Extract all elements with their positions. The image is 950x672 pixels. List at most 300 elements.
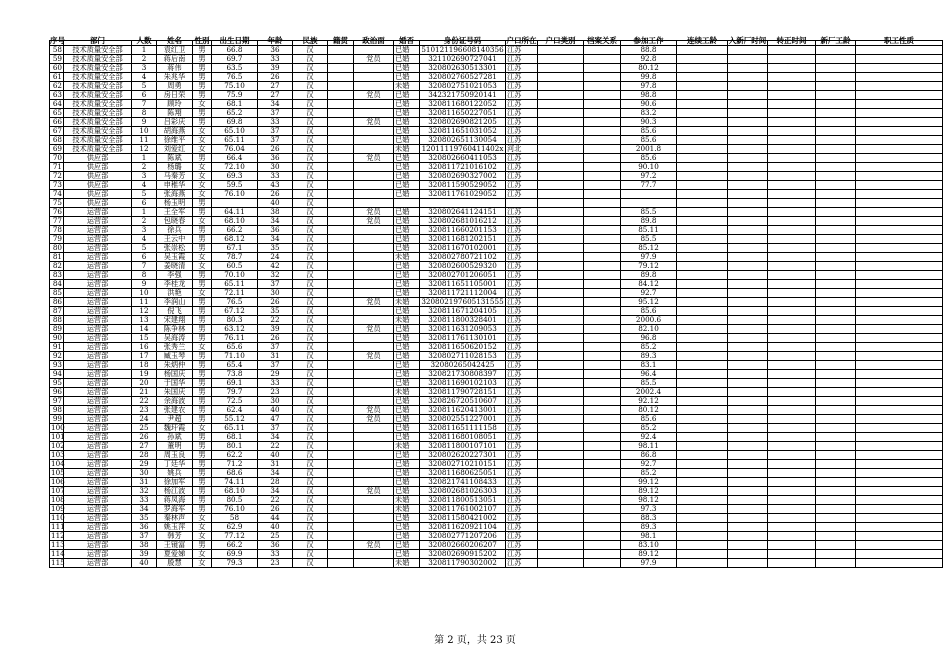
cell-name: 李强 xyxy=(157,271,193,280)
cell-birth: 63.12 xyxy=(212,325,258,334)
cell-age: 28 xyxy=(258,478,293,487)
cell-sex: 女 xyxy=(193,253,212,262)
cell-marriage: 已婚 xyxy=(394,541,420,550)
cell-entry xyxy=(728,109,768,118)
cell-serv xyxy=(677,343,728,352)
cell-dept: 供应部 xyxy=(64,163,132,172)
cell-marriage: 已婚 xyxy=(394,343,420,352)
cell-hukou: 江苏 xyxy=(506,280,538,289)
cell-sex: 女 xyxy=(193,532,212,541)
cell-worktime: 97.9 xyxy=(621,253,677,262)
cell-dept: 运营部 xyxy=(64,244,132,253)
cell-hukoutype xyxy=(538,100,584,109)
cell-num: 23 xyxy=(132,406,157,415)
cell-age: 37 xyxy=(258,280,293,289)
cell-num: 38 xyxy=(132,541,157,550)
cell-archive xyxy=(584,253,621,262)
cell-dept: 技术质量安全部 xyxy=(64,100,132,109)
cell-archive xyxy=(584,424,621,433)
cell-age: 26 xyxy=(258,334,293,343)
cell-dept: 运营部 xyxy=(64,316,132,325)
cell-political: 党员 xyxy=(354,55,394,64)
cell-sex: 男 xyxy=(193,397,212,406)
cell-hukoutype xyxy=(538,235,584,244)
cell-marriage: 未婚 xyxy=(394,82,420,91)
cell-native xyxy=(328,253,354,262)
cell-native xyxy=(328,217,354,226)
cell-political xyxy=(354,172,394,181)
cell-newage xyxy=(816,550,856,559)
cell-sex: 女 xyxy=(193,262,212,271)
cell-marriage: 已婚 xyxy=(394,460,420,469)
cell-serv xyxy=(677,91,728,100)
cell-transfer xyxy=(768,235,816,244)
cell-native xyxy=(328,334,354,343)
cell-entry xyxy=(728,163,768,172)
cell-seq: 74 xyxy=(50,190,64,199)
cell-serv xyxy=(677,523,728,532)
column-header-label: 籍贯 xyxy=(333,36,348,45)
cell-ethnic: 汉 xyxy=(293,82,328,91)
cell-hukoutype xyxy=(538,316,584,325)
cell-entry xyxy=(728,181,768,190)
cell-worktime: 85.12 xyxy=(621,244,677,253)
cell-dept: 运营部 xyxy=(64,541,132,550)
cell-native xyxy=(328,460,354,469)
cell-seq: 70 xyxy=(50,154,64,163)
cell-hukoutype xyxy=(538,46,584,55)
cell-serv xyxy=(677,298,728,307)
cell-seq: 71 xyxy=(50,163,64,172)
cell-birth: 79.7 xyxy=(212,388,258,397)
cell-native xyxy=(328,406,354,415)
cell-birth: 76.5 xyxy=(212,298,258,307)
cell-transfer xyxy=(768,55,816,64)
cell-dept: 运营部 xyxy=(64,343,132,352)
cell-ethnic: 汉 xyxy=(293,298,328,307)
cell-idno: 320811761130101 xyxy=(420,334,506,343)
cell-title xyxy=(856,172,943,181)
cell-serv xyxy=(677,334,728,343)
cell-serv xyxy=(677,415,728,424)
cell-name: 于国华 xyxy=(157,379,193,388)
cell-political xyxy=(354,370,394,379)
cell-worktime: 85.6 xyxy=(621,307,677,316)
cell-worktime: 83.2 xyxy=(621,109,677,118)
cell-num: 8 xyxy=(132,271,157,280)
cell-name: 李润山 xyxy=(157,298,193,307)
cell-serv xyxy=(677,199,728,208)
cell-title xyxy=(856,298,943,307)
cell-seq: 95 xyxy=(50,379,64,388)
cell-birth: 67.12 xyxy=(212,307,258,316)
cell-worktime: 90.10 xyxy=(621,163,677,172)
cell-birth: 73.8 xyxy=(212,370,258,379)
cell-name: 蒋伟 xyxy=(157,64,193,73)
cell-ethnic: 汉 xyxy=(293,244,328,253)
cell-hukoutype xyxy=(538,523,584,532)
cell-serv xyxy=(677,226,728,235)
cell-num: 33 xyxy=(132,496,157,505)
cell-transfer xyxy=(768,82,816,91)
cell-seq: 108 xyxy=(51,495,65,504)
cell-archive xyxy=(584,235,621,244)
cell-hukoutype xyxy=(538,208,584,217)
cell-transfer xyxy=(768,442,816,451)
cell-serv xyxy=(677,496,728,505)
cell-seq: 92 xyxy=(50,352,64,361)
cell-archive xyxy=(584,532,621,541)
cell-worktime: 84.12 xyxy=(621,280,677,289)
cell-transfer xyxy=(768,127,816,136)
cell-birth: 58 xyxy=(212,514,258,523)
cell-entry xyxy=(728,298,768,307)
cell-native xyxy=(328,271,354,280)
cell-marriage: 已婚 xyxy=(394,271,420,280)
cell-name: 袁红卫 xyxy=(157,46,193,55)
cell-transfer xyxy=(768,163,816,172)
cell-sex: 女 xyxy=(193,424,212,433)
cell-hukou: 江苏 xyxy=(506,370,538,379)
cell-hukoutype xyxy=(538,307,584,316)
cell-entry xyxy=(728,379,768,388)
cell-dept: 运营部 xyxy=(64,532,132,541)
cell-hukou: 江苏 xyxy=(506,217,538,226)
cell-hukou: 江苏 xyxy=(506,109,538,118)
cell-worktime: 89.3 xyxy=(621,523,677,532)
cell-archive xyxy=(584,73,621,82)
cell-idno: 320802690821205 xyxy=(420,118,506,127)
cell-serv xyxy=(677,379,728,388)
cell-birth: 78.7 xyxy=(212,253,258,262)
cell-entry xyxy=(728,343,768,352)
cell-title xyxy=(856,325,943,334)
cell-newage xyxy=(816,325,856,334)
cell-dept: 运营部 xyxy=(64,298,132,307)
cell-num: 37 xyxy=(132,532,157,541)
cell-name: 胡海燕 xyxy=(157,127,193,136)
cell-num: 19 xyxy=(132,370,157,379)
cell-native xyxy=(328,496,354,505)
cell-sex: 男 xyxy=(193,55,212,64)
cell-num: 3 xyxy=(132,64,157,73)
cell-newage xyxy=(816,487,856,496)
cell-ethnic: 汉 xyxy=(293,307,328,316)
cell-idno: 320811681202151 xyxy=(420,235,506,244)
cell-birth: 65.11 xyxy=(212,424,258,433)
cell-age: 34 xyxy=(258,217,293,226)
cell-name: 杨玉明 xyxy=(157,199,193,208)
cell-idno: 32080265042425 xyxy=(420,361,506,370)
cell-marriage: 已婚 xyxy=(394,208,420,217)
cell-ethnic: 汉 xyxy=(293,469,328,478)
cell-archive xyxy=(584,109,621,118)
cell-archive xyxy=(584,127,621,136)
cell-archive xyxy=(584,316,621,325)
cell-newage xyxy=(816,91,856,100)
cell-idno: 320811800328401 xyxy=(420,316,506,325)
cell-political xyxy=(354,523,394,532)
cell-age: 44 xyxy=(258,514,293,523)
cell-transfer xyxy=(768,100,816,109)
cell-serv xyxy=(677,433,728,442)
cell-birth: 68.10 xyxy=(212,217,258,226)
cell-dept: 运营部 xyxy=(64,505,132,514)
cell-birth: 79.3 xyxy=(212,559,258,568)
cell-seq: 84 xyxy=(50,280,64,289)
cell-ethnic: 汉 xyxy=(293,190,328,199)
cell-ethnic: 汉 xyxy=(293,289,328,298)
cell-title xyxy=(856,541,943,550)
cell-idno: 320802660206207 xyxy=(420,541,506,550)
cell-newage xyxy=(816,235,856,244)
cell-marriage: 已婚 xyxy=(394,451,420,460)
cell-hukoutype xyxy=(538,181,584,190)
cell-birth: 69.1 xyxy=(212,379,258,388)
cell-sex: 男 xyxy=(193,505,212,514)
cell-title xyxy=(856,289,943,298)
cell-transfer xyxy=(768,379,816,388)
cell-entry xyxy=(728,199,768,208)
cell-serv xyxy=(677,397,728,406)
cell-archive xyxy=(584,352,621,361)
cell-political: 党员 xyxy=(354,415,394,424)
cell-ethnic: 汉 xyxy=(293,118,328,127)
cell-marriage: 已婚 xyxy=(394,190,420,199)
cell-political: 党员 xyxy=(354,217,394,226)
cell-ethnic: 汉 xyxy=(293,388,328,397)
cell-transfer xyxy=(768,514,816,523)
cell-serv xyxy=(677,190,728,199)
cell-newage xyxy=(816,109,856,118)
cell-seq: 93 xyxy=(50,361,64,370)
cell-seq: 83 xyxy=(50,271,64,280)
cell-num: 5 xyxy=(132,82,157,91)
cell-ethnic: 汉 xyxy=(293,73,328,82)
cell-archive xyxy=(584,298,621,307)
cell-hukou: 江苏 xyxy=(506,451,538,460)
cell-political xyxy=(354,505,394,514)
cell-hukou: 江苏 xyxy=(506,100,538,109)
cell-newage xyxy=(816,118,856,127)
cell-hukou: 江苏 xyxy=(506,298,538,307)
cell-ethnic: 汉 xyxy=(293,451,328,460)
cell-serv xyxy=(677,235,728,244)
cell-name: 洪艳 xyxy=(157,289,193,298)
cell-hukou: 江苏 xyxy=(506,253,538,262)
cell-birth: 71.10 xyxy=(212,352,258,361)
cell-native xyxy=(328,226,354,235)
cell-serv xyxy=(677,478,728,487)
cell-ethnic: 汉 xyxy=(293,343,328,352)
cell-hukoutype xyxy=(538,442,584,451)
cell-serv xyxy=(677,154,728,163)
cell-native xyxy=(328,325,354,334)
cell-title xyxy=(856,451,943,460)
cell-transfer xyxy=(768,271,816,280)
cell-num: 12 xyxy=(132,307,157,316)
cell-newage xyxy=(816,532,856,541)
cell-serv xyxy=(677,460,728,469)
cell-newage xyxy=(816,424,856,433)
cell-political xyxy=(354,469,394,478)
cell-hukou: 江苏 xyxy=(506,343,538,352)
cell-transfer xyxy=(768,496,816,505)
cell-sex: 女 xyxy=(193,550,212,559)
cell-name: 臧玉琴 xyxy=(157,352,193,361)
cell-transfer xyxy=(768,289,816,298)
cell-title xyxy=(856,487,943,496)
cell-native xyxy=(328,190,354,199)
cell-seq: 98 xyxy=(50,406,64,415)
cell-archive xyxy=(584,496,621,505)
cell-newage xyxy=(816,343,856,352)
cell-hukou: 江苏 xyxy=(506,361,538,370)
cell-name: 余海波 xyxy=(157,397,193,406)
cell-hukoutype xyxy=(538,55,584,64)
cell-birth: 65.11 xyxy=(212,280,258,289)
cell-entry xyxy=(728,352,768,361)
cell-hukou: 江苏 xyxy=(506,406,538,415)
cell-age: 33 xyxy=(258,550,293,559)
page-footer: 第 2 页，共 23 页 xyxy=(434,635,516,646)
cell-idno: 320811580421002 xyxy=(420,514,506,523)
cell-marriage: 已婚 xyxy=(394,235,420,244)
cell-hukou: 江苏 xyxy=(506,154,538,163)
cell-entry xyxy=(728,496,768,505)
cell-dept: 运营部 xyxy=(64,370,132,379)
cell-dept: 运营部 xyxy=(64,271,132,280)
cell-age: 27 xyxy=(258,82,293,91)
cell-title xyxy=(856,514,943,523)
cell-hukoutype xyxy=(538,478,584,487)
cell-entry xyxy=(728,55,768,64)
cell-hukoutype xyxy=(538,154,584,163)
cell-title xyxy=(856,118,943,127)
cell-newage xyxy=(816,514,856,523)
cell-name: 姚玉萍 xyxy=(157,523,193,532)
cell-name: 张崇松 xyxy=(157,244,193,253)
cell-seq: 111 xyxy=(51,522,65,531)
cell-hukou: 江苏 xyxy=(506,136,538,145)
cell-birth: 64.11 xyxy=(212,208,258,217)
cell-seq: 69 xyxy=(50,145,64,154)
cell-worktime: 85.2 xyxy=(621,343,677,352)
cell-sex: 女 xyxy=(193,514,212,523)
cell-hukou: 江苏 xyxy=(506,118,538,127)
cell-newage xyxy=(816,253,856,262)
cell-hukoutype xyxy=(538,433,584,442)
cell-dept: 运营部 xyxy=(64,559,132,568)
cell-hukou: 江苏 xyxy=(506,505,538,514)
cell-num: 8 xyxy=(132,109,157,118)
cell-archive xyxy=(584,55,621,64)
cell-native xyxy=(328,343,354,352)
employee-roster-table xyxy=(49,36,943,568)
cell-name: 董明 xyxy=(157,442,193,451)
cell-dept: 运营部 xyxy=(64,217,132,226)
cell-dept: 技术质量安全部 xyxy=(64,127,132,136)
cell-idno: 320802681016212 xyxy=(420,217,506,226)
cell-idno: 320802197605131555 xyxy=(421,297,504,306)
cell-num: 35 xyxy=(132,514,157,523)
cell-ethnic: 汉 xyxy=(293,550,328,559)
cell-dept: 运营部 xyxy=(64,226,132,235)
cell-title xyxy=(856,550,943,559)
cell-idno: 320811800513051 xyxy=(420,496,506,505)
cell-hukou: 江苏 xyxy=(506,271,538,280)
cell-idno: 320811670102001 xyxy=(420,244,506,253)
cell-birth: 69.9 xyxy=(212,550,258,559)
cell-transfer xyxy=(768,370,816,379)
cell-age: 24 xyxy=(258,253,293,262)
cell-entry xyxy=(728,91,768,100)
cell-archive xyxy=(584,487,621,496)
cell-dept: 运营部 xyxy=(64,487,132,496)
cell-birth: 69.7 xyxy=(212,55,258,64)
cell-native xyxy=(328,181,354,190)
cell-serv xyxy=(677,280,728,289)
cell-num: 14 xyxy=(132,325,157,334)
cell-birth: 72.10 xyxy=(212,163,258,172)
cell-hukou: 江苏 xyxy=(506,352,538,361)
cell-entry xyxy=(728,388,768,397)
cell-birth: 62.9 xyxy=(212,523,258,532)
cell-ethnic: 汉 xyxy=(293,91,328,100)
cell-name: 姜晓清 xyxy=(157,262,193,271)
cell-title xyxy=(856,253,943,262)
cell-hukoutype xyxy=(538,532,584,541)
cell-marriage: 已婚 xyxy=(394,109,420,118)
cell-num: 6 xyxy=(132,91,157,100)
cell-newage xyxy=(816,73,856,82)
cell-serv xyxy=(677,550,728,559)
cell-entry xyxy=(728,271,768,280)
cell-title xyxy=(856,361,943,370)
cell-hukou: 江苏 xyxy=(506,379,538,388)
cell-native xyxy=(328,514,354,523)
cell-name: 蒋后南 xyxy=(157,55,193,64)
cell-name: 朱炳仲 xyxy=(157,361,193,370)
cell-worktime: 85.6 xyxy=(621,415,677,424)
cell-worktime: 92.4 xyxy=(621,433,677,442)
cell-worktime: 83.1 xyxy=(621,361,677,370)
cell-worktime: 89.8 xyxy=(621,217,677,226)
cell-dept: 运营部 xyxy=(64,433,132,442)
cell-serv xyxy=(677,244,728,253)
cell-hukoutype xyxy=(538,424,584,433)
cell-idno: 320821730808397 xyxy=(420,370,506,379)
cell-ethnic: 汉 xyxy=(293,514,328,523)
cell-entry xyxy=(728,253,768,262)
cell-marriage: 已婚 xyxy=(394,469,420,478)
cell-native xyxy=(328,532,354,541)
cell-age: 26 xyxy=(258,190,293,199)
cell-hukou: 江苏 xyxy=(506,244,538,253)
cell-worktime: 90.6 xyxy=(621,100,677,109)
cell-hukou: 河北 xyxy=(506,145,538,154)
cell-hukou: 江苏 xyxy=(506,442,538,451)
cell-seq: 85 xyxy=(50,289,64,298)
cell-political xyxy=(354,226,394,235)
cell-dept: 技术质量安全部 xyxy=(64,73,132,82)
cell-sex: 男 xyxy=(193,433,212,442)
cell-name: 陈斌 xyxy=(157,154,193,163)
cell-entry xyxy=(728,289,768,298)
cell-title xyxy=(856,460,943,469)
cell-hukou: 江苏 xyxy=(506,64,538,73)
cell-sex: 男 xyxy=(193,154,212,163)
